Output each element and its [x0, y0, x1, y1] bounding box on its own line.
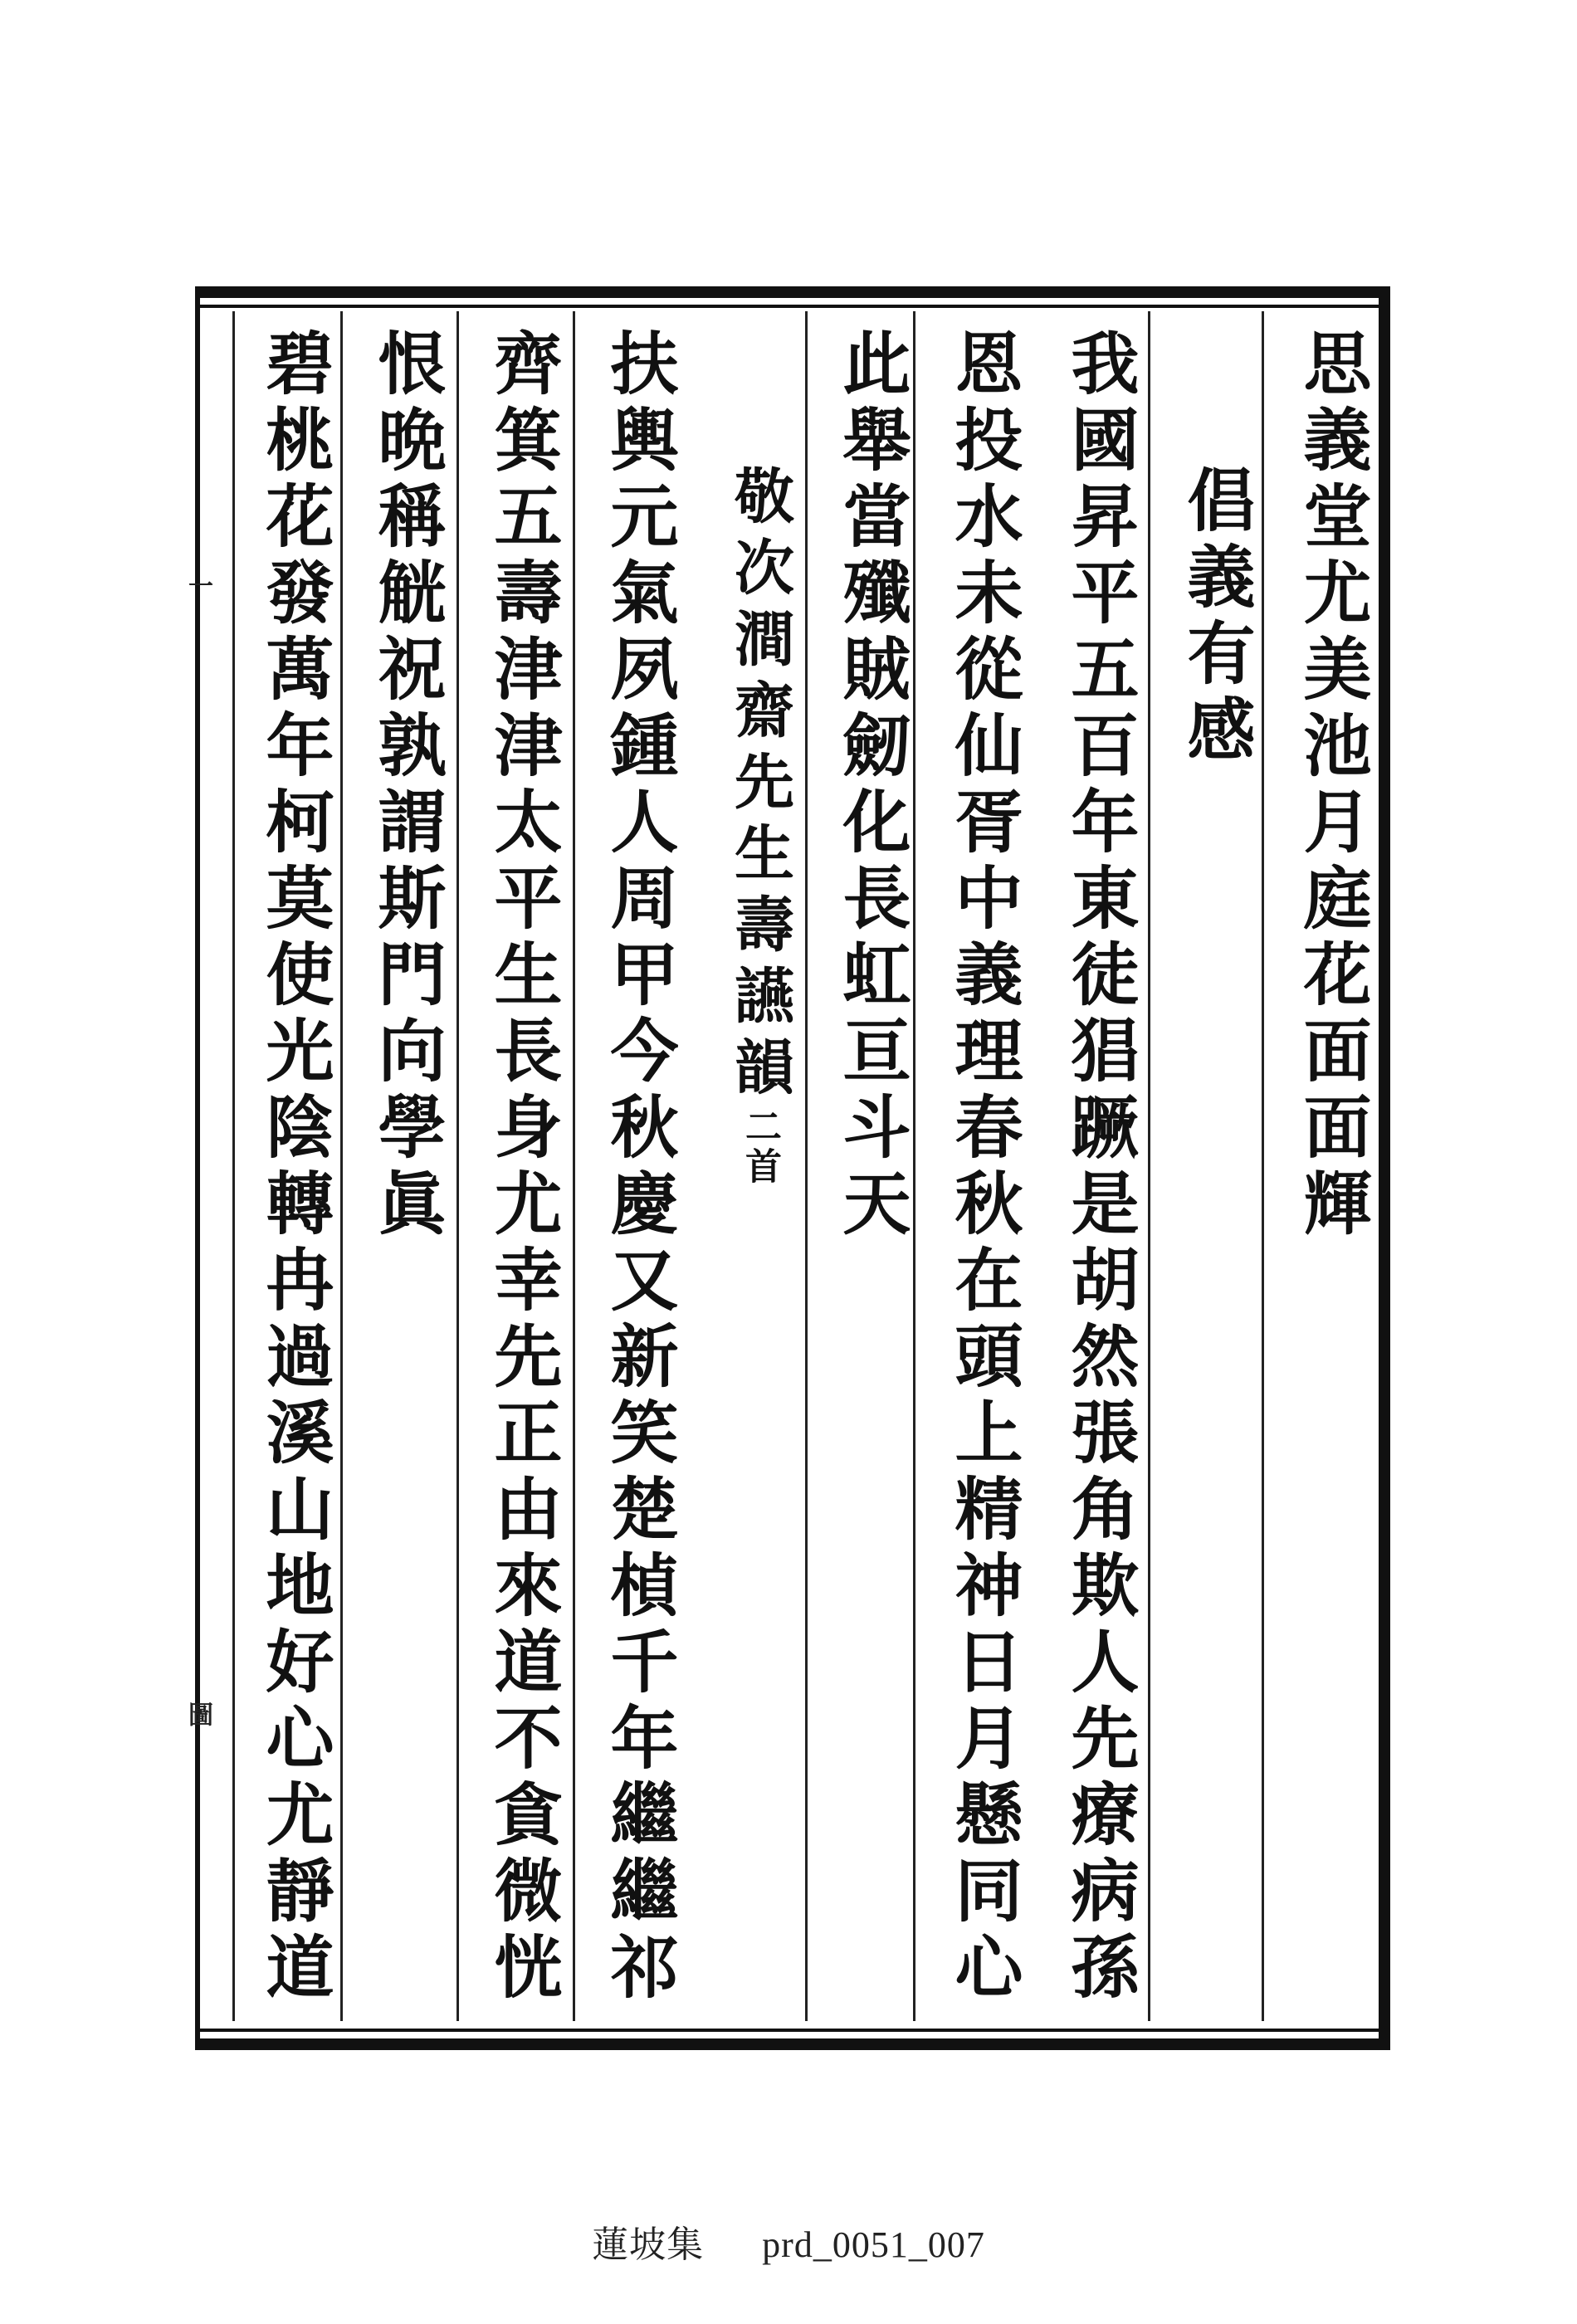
poem-title-note: 二首 — [739, 1107, 781, 1187]
text-column-4: 恩投水未從仙胥中義理春秋在頭上精神日月懸同心 — [944, 328, 1023, 2008]
text-column-5: 此舉當殲賊劒化長虹亘斗天 — [832, 328, 911, 1244]
text-column-1: 思義堂尤美池月庭花面面輝 — [1292, 328, 1372, 1244]
book-title: 蓮坡集 — [592, 2224, 705, 2265]
poem-title-changui: 倡義有感 — [1176, 465, 1256, 770]
text-column-9: 恨晩稱觥祝孰謂斯門向學眞 — [367, 328, 447, 1244]
column-divider — [573, 311, 575, 2021]
text-column-3: 我國昇平五百年東徒猖蹶是胡然張角欺人先療病孫 — [1060, 328, 1140, 2008]
poem-title-jingci — [710, 465, 809, 2162]
page-code: prd_0051_007 — [762, 2224, 985, 2265]
column-divider — [232, 311, 235, 2021]
edge-mark-top: 一 — [183, 573, 212, 598]
text-column-8: 齊箕五壽津津太平生長身尤幸先正由來道不貪微恍 — [483, 328, 563, 2008]
text-column-10: 碧桃花發萬年柯莫使光陰轉冉過溪山地好心尤靜道 — [255, 328, 334, 2008]
column-divider — [456, 311, 459, 2021]
text-column-7: 扶輿元氣夙鍾人周甲今秋慶又新笑楚楨千年繼繼祁 — [599, 328, 679, 2008]
edge-mark-bottom: 圖 — [183, 1702, 212, 1726]
page-caption — [0, 2214, 1577, 2268]
border-inner-top-rule — [195, 305, 1390, 308]
poem-title-text: 敬次澗齋先生壽讌韻 — [725, 465, 795, 1107]
